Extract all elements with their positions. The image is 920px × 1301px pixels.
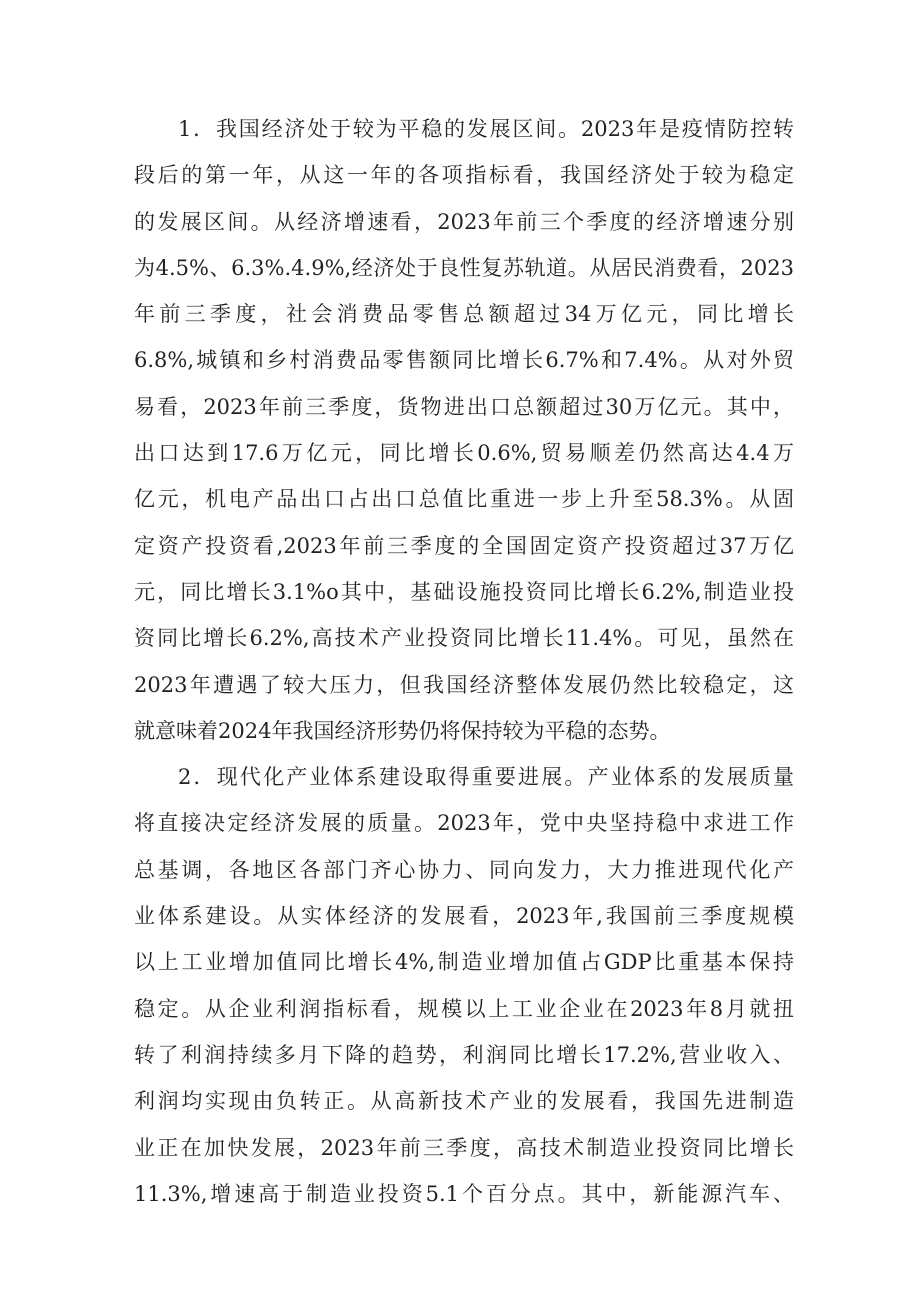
text-line: 的发展区间。从经济增速看，2023年前三个季度的经济增速分别 [134, 209, 794, 234]
text-line: 资同比增长6.2%,高技术产业投资同比增长11.4%。可见，虽然在 [134, 626, 794, 651]
text-line: 段后的第一年，从这一年的各项指标看，我国经济处于较为稳定 [134, 163, 794, 188]
paragraph-economy-stable [134, 106, 794, 754]
text-line: 将直接决定经济发展的质量。2023年，党中央坚持稳中求进工作 [134, 811, 794, 836]
text-line: 年前三季度，社会消费品零售总额超过34万亿元，同比增长 [134, 302, 794, 327]
text-line: 业体系建设。从实体经济的发展看，2023年,我国前三季度规模 [134, 904, 794, 929]
text-line: 稳定。从企业利润指标看，规模以上工业企业在2023年8月就扭 [134, 996, 794, 1021]
text-line: 1．我国经济处于较为平稳的发展区间。2023年是疫情防控转 [178, 117, 794, 141]
text-line: 业正在加快发展，2023年前三季度，高技术制造业投资同比增长 [134, 1135, 794, 1160]
text-line: 转了利润持续多月下降的趋势，利润同比增长17.2%,营业收入、 [134, 1042, 794, 1067]
text-line: 2．现代化产业体系建设取得重要进展。产业体系的发展质量 [178, 765, 794, 790]
text-line: 利润均实现由负转正。从高新技术产业的发展看，我国先进制造 [134, 1089, 794, 1114]
text-line: 就意味着2024年我国经济形势仍将保持较为平稳的态势。 [134, 718, 671, 743]
text-line: 定资产投资看,2023年前三季度的全国固定资产投资超过37万亿 [134, 533, 794, 558]
text-line: 6.8%,城镇和乡村消费品零售额同比增长6.7%和7.4%。从对外贸 [134, 348, 794, 373]
text-line: 11.3%,增速高于制造业投资5.1个百分点。其中，新能源汽车、 [134, 1181, 794, 1206]
text-line: 以上工业增加值同比增长4%,制造业增加值占GDP比重基本保持 [134, 950, 794, 975]
paragraph-industrial-system [134, 754, 794, 1217]
text-line: 出口达到17.6万亿元，同比增长0.6%,贸易顺差仍然高达4.4万 [134, 441, 794, 466]
text-line: 为4.5%、6.3%.4.9%,经济处于良性复苏轨道。从居民消费看，2023 [134, 255, 794, 280]
text-line: 2023年遭遇了较大压力，但我国经济整体发展仍然比较稳定，这 [134, 672, 794, 697]
document-body [134, 106, 794, 1217]
text-line: 易看，2023年前三季度，货物进出口总额超过30万亿元。其中， [134, 394, 794, 419]
text-line: 总基调，各地区各部门齐心协力、同向发力，大力推进现代化产 [134, 857, 794, 882]
text-line: 亿元，机电产品出口占出口总值比重进一步上升至58.3%。从固 [134, 487, 794, 512]
text-line: 元，同比增长3.1%o其中，基础设施投资同比增长6.2%,制造业投 [134, 579, 794, 604]
